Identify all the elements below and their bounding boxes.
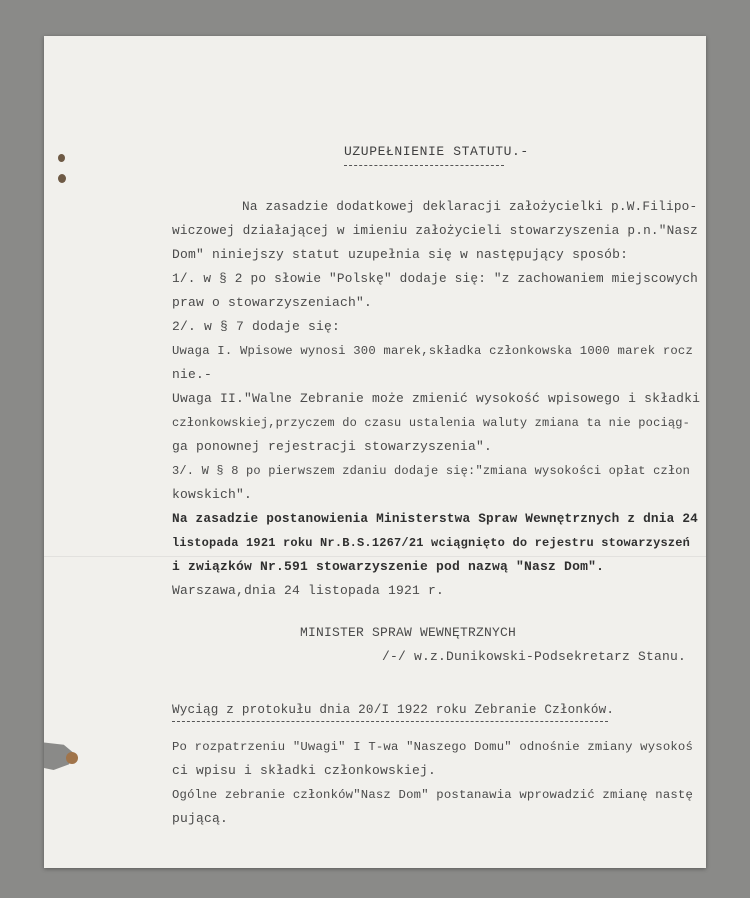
signature-office: MINISTER SPRAW WEWNĘTRZNYCH [300, 625, 517, 640]
extract-line: ci wpisu i składki członkowskiej. [172, 763, 437, 778]
body-line: członkowskiej,przyczem do czasu ustalenia waluty zmiana ta nie pociąg- [172, 416, 691, 430]
body-line: ga ponownej rejestracji stowarzyszenia". [172, 439, 493, 454]
page-fold [44, 556, 706, 557]
body-line: Na zasadzie postanowienia Ministerstwa Spraw Wewnętrznych z dnia 24 [172, 511, 699, 526]
document-page [44, 36, 706, 868]
extract-heading: Wyciąg z protokułu dnia 20/I 1922 roku Zebranie Członków. [172, 703, 615, 717]
extract-underline [172, 721, 608, 722]
title-underline [344, 165, 504, 166]
extract-line: Ogólne zebranie członków"Nasz Dom" postanawia wprowadzić zmianę nastę [172, 788, 694, 802]
body-line: 3/. W § 8 po pierwszem zdaniu dodaje się:"zmiana wysokości opłat człon [172, 464, 691, 478]
document-title: UZUPEŁNIENIE STATUTU.- [344, 144, 529, 159]
rust-stain [66, 752, 78, 764]
body-line: 2/. w § 7 dodaje się: [172, 319, 341, 334]
body-line: Uwaga II."Walne Zebranie może zmienić wysokość wpisowego i składki [172, 391, 701, 406]
body-line: Uwaga I. Wpisowe wynosi 300 marek,składka członkowska 1000 marek rocz [172, 344, 694, 358]
signature-line: /-/ w.z.Dunikowski-Podsekretarz Stanu. [382, 649, 687, 664]
extract-line: Po rozpatrzeniu "Uwagi" I T-wa "Naszego Domu" odnośnie zmiany wysokoś [172, 740, 694, 754]
body-line: Warszawa,dnia 24 listopada 1921 r. [172, 583, 445, 598]
body-line: kowskich". [172, 487, 253, 502]
body-line: wiczowej działającej w imieniu założycieli stowarzyszenia p.n."Nasz [172, 223, 699, 238]
punch-hole-top-lower [58, 174, 66, 183]
body-line: Dom" niniejszy statut uzupełnia się w następujący sposób: [172, 247, 629, 262]
body-line: Na zasadzie dodatkowej deklaracji założycielki p.W.Filipo- [242, 199, 698, 214]
body-line: nie.- [172, 367, 213, 382]
body-line: listopada 1921 roku Nr.B.S.1267/21 wciągnięto do rejestru stowarzyszeń [172, 536, 691, 550]
body-line: praw o stowarzyszeniach". [172, 295, 373, 310]
extract-line: pującą. [172, 811, 229, 826]
punch-hole-top [58, 154, 65, 162]
body-line: 1/. w § 2 po słowie "Polskę" dodaje się: "z zachowaniem miejscowych [172, 271, 699, 286]
body-line: i związków Nr.591 stowarzyszenie pod nazwą "Nasz Dom". [172, 559, 605, 574]
